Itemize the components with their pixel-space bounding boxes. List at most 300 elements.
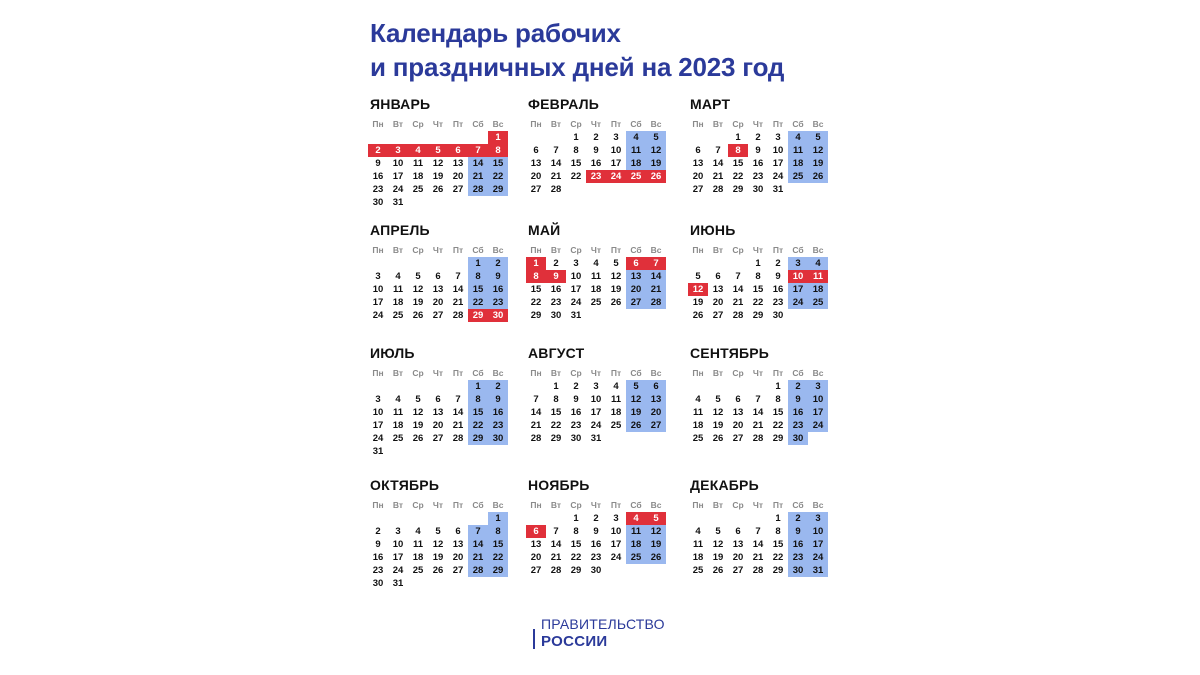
day-cell: 17 (808, 406, 828, 419)
day-cell: 25 (412, 565, 424, 576)
day-cell: 5 (415, 271, 421, 282)
day-cell: 4 (788, 131, 808, 144)
weekday-header: Чт (752, 119, 764, 129)
day-cell: 24 (610, 552, 622, 563)
day-cell: 26 (712, 565, 724, 576)
empty-cell (468, 131, 488, 144)
day-cell: 31 (772, 184, 784, 195)
day-cell: 9 (788, 393, 808, 406)
day-cell: 10 (808, 525, 828, 538)
day-cell: 29 (732, 184, 744, 195)
day-cell: 17 (610, 158, 622, 169)
day-cell: 24 (392, 565, 404, 576)
day-cell: 4 (808, 257, 828, 270)
day-cell: 8 (468, 270, 488, 283)
day-cell: 1 (488, 131, 508, 144)
day-cell: 7 (755, 526, 761, 537)
day-cell: 7 (455, 394, 461, 405)
day-cell: 8 (526, 270, 546, 283)
weekday-header: Вт (550, 368, 562, 378)
weekday-header: Ср (570, 368, 582, 378)
day-cell: 17 (590, 407, 602, 418)
day-cell: 20 (626, 283, 646, 296)
weekday-header: Вт (550, 119, 562, 129)
weekday-header: Ср (732, 368, 744, 378)
day-cell: 6 (646, 380, 666, 393)
day-cell: 21 (530, 420, 542, 431)
day-cell: 29 (752, 310, 764, 321)
day-cell: 30 (590, 565, 602, 576)
day-cell: 14 (468, 157, 488, 170)
month-7 (368, 343, 510, 458)
day-cell: 4 (613, 381, 619, 392)
month-2 (526, 94, 668, 196)
day-cell: 23 (488, 419, 508, 432)
weekday-header: Чт (752, 368, 764, 378)
day-cell: 15 (468, 406, 488, 419)
weekday-header: Ср (412, 368, 424, 378)
empty-cell (526, 512, 546, 525)
day-cell: 22 (530, 297, 542, 308)
empty-cell (428, 380, 448, 393)
day-cell: 22 (488, 170, 508, 183)
day-cell: 12 (712, 407, 724, 418)
day-cell: 14 (646, 270, 666, 283)
weekday-header: Пт (452, 500, 464, 510)
day-cell: 11 (808, 270, 828, 283)
day-cell: 8 (775, 394, 781, 405)
day-cell: 11 (412, 539, 424, 550)
day-cell: 25 (808, 296, 828, 309)
day-cell: 2 (788, 380, 808, 393)
weekday-header: Пн (372, 119, 384, 129)
month-grid (526, 499, 668, 577)
day-cell: 26 (412, 433, 424, 444)
day-cell: 1 (468, 380, 488, 393)
day-cell: 2 (788, 512, 808, 525)
day-cell: 1 (735, 132, 741, 143)
day-cell: 11 (788, 144, 808, 157)
day-cell: 19 (692, 297, 704, 308)
day-cell: 8 (573, 145, 579, 156)
weekday-header: Пт (772, 368, 784, 378)
day-cell: 25 (610, 420, 622, 431)
weekday-header: Вс (812, 368, 824, 378)
day-cell: 16 (590, 158, 602, 169)
month-name: МАЙ (528, 222, 561, 238)
weekday-header: Пн (692, 500, 704, 510)
day-cell: 23 (788, 551, 808, 564)
empty-cell (448, 257, 468, 270)
day-cell: 14 (452, 407, 464, 418)
day-cell: 19 (432, 552, 444, 563)
weekday-header: Пт (610, 119, 622, 129)
day-cell: 23 (550, 297, 562, 308)
empty-cell (408, 380, 428, 393)
empty-cell (468, 512, 488, 525)
day-cell: 31 (590, 433, 602, 444)
day-cell: 30 (570, 433, 582, 444)
weekday-header: Пн (692, 368, 704, 378)
day-cell: 29 (468, 432, 488, 445)
day-cell: 20 (530, 171, 542, 182)
month-name: ИЮЛЬ (370, 345, 415, 361)
day-cell: 26 (808, 170, 828, 183)
day-cell: 10 (372, 407, 384, 418)
day-cell: 4 (695, 526, 701, 537)
day-cell: 18 (626, 538, 646, 551)
month-grid (688, 118, 830, 196)
day-cell: 3 (788, 257, 808, 270)
day-cell: 9 (593, 526, 599, 537)
day-cell: 25 (626, 551, 646, 564)
day-cell: 29 (488, 183, 508, 196)
month-grid (688, 244, 830, 322)
day-cell: 6 (735, 526, 741, 537)
day-cell: 18 (412, 171, 424, 182)
empty-cell (546, 512, 566, 525)
day-cell: 3 (388, 144, 408, 157)
day-cell: 25 (692, 433, 704, 444)
day-cell: 17 (772, 158, 784, 169)
weekday-header: Сб (630, 500, 642, 510)
day-cell: 10 (808, 393, 828, 406)
day-cell: 30 (772, 310, 784, 321)
day-cell: 7 (455, 271, 461, 282)
day-cell: 11 (392, 284, 404, 295)
day-cell: 2 (488, 380, 508, 393)
day-cell: 25 (692, 565, 704, 576)
day-cell: 28 (468, 564, 488, 577)
day-cell: 22 (468, 296, 488, 309)
weekday-header: Пн (692, 119, 704, 129)
weekday-header: Пн (530, 245, 542, 255)
weekday-header: Вс (650, 368, 662, 378)
month-9 (688, 343, 830, 445)
empty-cell (728, 257, 748, 270)
day-cell: 7 (553, 526, 559, 537)
day-cell: 21 (752, 420, 764, 431)
month-grid (688, 367, 830, 445)
day-cell: 7 (533, 394, 539, 405)
empty-cell (748, 512, 768, 525)
day-cell: 23 (372, 565, 384, 576)
day-cell: 30 (788, 432, 808, 445)
weekday-header: Чт (432, 119, 444, 129)
empty-cell (408, 257, 428, 270)
day-cell: 6 (448, 144, 468, 157)
day-cell: 4 (626, 131, 646, 144)
empty-cell (688, 131, 708, 144)
empty-cell (368, 257, 388, 270)
empty-cell (748, 380, 768, 393)
day-cell: 23 (752, 171, 764, 182)
weekday-header: Вс (812, 119, 824, 129)
day-cell: 4 (415, 526, 421, 537)
day-cell: 27 (452, 184, 464, 195)
day-cell: 18 (610, 407, 622, 418)
day-cell: 9 (775, 271, 781, 282)
day-cell: 11 (412, 158, 424, 169)
day-cell: 27 (732, 433, 744, 444)
day-cell: 7 (468, 144, 488, 157)
day-cell: 13 (432, 284, 444, 295)
day-cell: 5 (808, 131, 828, 144)
weekday-header: Вс (812, 500, 824, 510)
day-cell: 23 (590, 552, 602, 563)
month-name: НОЯБРЬ (528, 477, 590, 493)
day-cell: 5 (626, 380, 646, 393)
day-cell: 31 (570, 310, 582, 321)
day-cell: 13 (732, 539, 744, 550)
month-name: ОКТЯБРЬ (370, 477, 440, 493)
day-cell: 8 (755, 271, 761, 282)
day-cell: 12 (712, 539, 724, 550)
weekday-header: Ср (412, 245, 424, 255)
day-cell: 7 (468, 525, 488, 538)
month-1 (368, 94, 510, 209)
day-cell: 21 (452, 420, 464, 431)
month-grid (526, 118, 668, 196)
day-cell: 4 (395, 271, 401, 282)
day-cell: 24 (606, 170, 626, 183)
month-12 (688, 475, 830, 577)
day-cell: 5 (715, 394, 721, 405)
day-cell: 30 (372, 197, 384, 208)
day-cell: 14 (752, 539, 764, 550)
day-cell: 15 (530, 284, 542, 295)
day-cell: 1 (526, 257, 546, 270)
weekday-header: Чт (432, 368, 444, 378)
day-cell: 23 (788, 419, 808, 432)
day-cell: 1 (573, 132, 579, 143)
empty-cell (448, 380, 468, 393)
day-cell: 13 (452, 158, 464, 169)
day-cell: 6 (626, 257, 646, 270)
month-8 (526, 343, 668, 445)
month-grid (368, 367, 510, 458)
day-cell: 10 (788, 270, 808, 283)
day-cell: 18 (692, 420, 704, 431)
day-cell: 29 (772, 565, 784, 576)
month-3 (688, 94, 830, 196)
day-cell: 9 (593, 145, 599, 156)
day-cell: 3 (395, 526, 401, 537)
empty-cell (408, 131, 428, 144)
day-cell: 20 (452, 552, 464, 563)
day-cell: 3 (375, 271, 381, 282)
day-cell: 16 (488, 406, 508, 419)
day-cell: 16 (488, 283, 508, 296)
day-cell: 14 (712, 158, 724, 169)
day-cell: 28 (752, 565, 764, 576)
day-cell: 5 (428, 144, 448, 157)
weekday-header: Пн (372, 500, 384, 510)
day-cell: 30 (550, 310, 562, 321)
empty-cell (448, 131, 468, 144)
day-cell: 28 (732, 310, 744, 321)
day-cell: 28 (752, 433, 764, 444)
day-cell: 29 (550, 433, 562, 444)
day-cell: 6 (715, 271, 721, 282)
weekday-header: Сб (630, 245, 642, 255)
month-name: МАРТ (690, 96, 731, 112)
day-cell: 8 (728, 144, 748, 157)
month-name: ИЮНЬ (690, 222, 736, 238)
day-cell: 21 (468, 551, 488, 564)
weekday-header: Сб (792, 500, 804, 510)
day-cell: 3 (593, 381, 599, 392)
day-cell: 21 (468, 170, 488, 183)
day-cell: 2 (573, 381, 579, 392)
weekday-header: Вт (550, 500, 562, 510)
weekday-header: Вс (650, 119, 662, 129)
weekday-header: Ср (412, 500, 424, 510)
day-cell: 2 (553, 258, 559, 269)
empty-cell (388, 512, 408, 525)
weekday-header: Сб (792, 119, 804, 129)
empty-cell (728, 512, 748, 525)
day-cell: 5 (415, 394, 421, 405)
day-cell: 26 (712, 433, 724, 444)
day-cell: 20 (646, 406, 666, 419)
day-cell: 4 (626, 512, 646, 525)
day-cell: 20 (712, 297, 724, 308)
day-cell: 18 (692, 552, 704, 563)
day-cell: 27 (432, 433, 444, 444)
day-cell: 15 (550, 407, 562, 418)
weekday-header: Сб (792, 245, 804, 255)
empty-cell (368, 131, 388, 144)
weekday-header: Чт (590, 368, 602, 378)
day-cell: 17 (610, 539, 622, 550)
weekday-header: Вс (650, 500, 662, 510)
day-cell: 12 (688, 283, 708, 296)
day-cell: 15 (468, 283, 488, 296)
weekday-header: Пн (530, 368, 542, 378)
month-grid (526, 367, 668, 445)
day-cell: 27 (712, 310, 724, 321)
day-cell: 21 (732, 297, 744, 308)
day-cell: 15 (732, 158, 744, 169)
day-cell: 30 (788, 564, 808, 577)
day-cell: 17 (570, 284, 582, 295)
day-cell: 16 (550, 284, 562, 295)
page-title (370, 16, 784, 84)
day-cell: 26 (432, 565, 444, 576)
day-cell: 13 (712, 284, 724, 295)
day-cell: 19 (412, 297, 424, 308)
day-cell: 8 (775, 526, 781, 537)
day-cell: 5 (613, 258, 619, 269)
day-cell: 23 (372, 184, 384, 195)
day-cell: 7 (715, 145, 721, 156)
day-cell: 11 (610, 394, 622, 405)
day-cell: 12 (610, 271, 622, 282)
day-cell: 20 (692, 171, 704, 182)
day-cell: 17 (808, 538, 828, 551)
day-cell: 18 (626, 157, 646, 170)
day-cell: 18 (392, 297, 404, 308)
day-cell: 5 (646, 512, 666, 525)
day-cell: 11 (692, 407, 704, 418)
weekday-header: Вс (492, 500, 504, 510)
day-cell: 22 (550, 420, 562, 431)
month-10 (368, 475, 510, 590)
day-cell: 10 (772, 145, 784, 156)
empty-cell (708, 131, 728, 144)
day-cell: 20 (732, 420, 744, 431)
weekday-header: Пн (372, 368, 384, 378)
weekday-header: Пн (530, 119, 542, 129)
day-cell: 21 (712, 171, 724, 182)
day-cell: 22 (772, 420, 784, 431)
day-cell: 4 (695, 394, 701, 405)
logo-line-1: ПРАВИТЕЛЬСТВО (541, 616, 665, 632)
weekday-header: Чт (752, 500, 764, 510)
title-line-1: Календарь рабочих (370, 18, 621, 48)
empty-cell (526, 380, 546, 393)
day-cell: 30 (752, 184, 764, 195)
day-cell: 26 (646, 551, 666, 564)
day-cell: 11 (590, 271, 602, 282)
day-cell: 20 (732, 552, 744, 563)
day-cell: 12 (808, 144, 828, 157)
weekday-header: Чт (752, 245, 764, 255)
day-cell: 3 (375, 394, 381, 405)
day-cell: 13 (646, 393, 666, 406)
day-cell: 13 (432, 407, 444, 418)
empty-cell (448, 512, 468, 525)
day-cell: 18 (788, 157, 808, 170)
day-cell: 25 (788, 170, 808, 183)
day-cell: 19 (412, 420, 424, 431)
weekday-header: Пт (610, 500, 622, 510)
day-cell: 28 (646, 296, 666, 309)
day-cell: 17 (372, 297, 384, 308)
day-cell: 3 (613, 513, 619, 524)
day-cell: 18 (808, 283, 828, 296)
weekday-header: Пт (452, 368, 464, 378)
month-name: АВГУСТ (528, 345, 585, 361)
day-cell: 25 (392, 310, 404, 321)
day-cell: 15 (488, 538, 508, 551)
day-cell: 28 (550, 565, 562, 576)
day-cell: 6 (735, 394, 741, 405)
weekday-header: Чт (432, 245, 444, 255)
day-cell: 13 (530, 158, 542, 169)
month-name: ДЕКАБРЬ (690, 477, 759, 493)
logo-line-2: РОССИИ (541, 633, 608, 650)
weekday-header: Вт (392, 368, 404, 378)
day-cell: 9 (788, 525, 808, 538)
day-cell: 15 (752, 284, 764, 295)
weekday-header: Пн (372, 245, 384, 255)
day-cell: 17 (392, 171, 404, 182)
day-cell: 19 (646, 157, 666, 170)
empty-cell (728, 380, 748, 393)
day-cell: 2 (755, 132, 761, 143)
day-cell: 30 (488, 309, 508, 322)
day-cell: 22 (752, 297, 764, 308)
day-cell: 22 (570, 552, 582, 563)
day-cell: 2 (593, 513, 599, 524)
day-cell: 8 (553, 394, 559, 405)
month-11 (526, 475, 668, 577)
weekday-header: Ср (412, 119, 424, 129)
logo-bar-icon (533, 629, 535, 649)
day-cell: 26 (610, 297, 622, 308)
